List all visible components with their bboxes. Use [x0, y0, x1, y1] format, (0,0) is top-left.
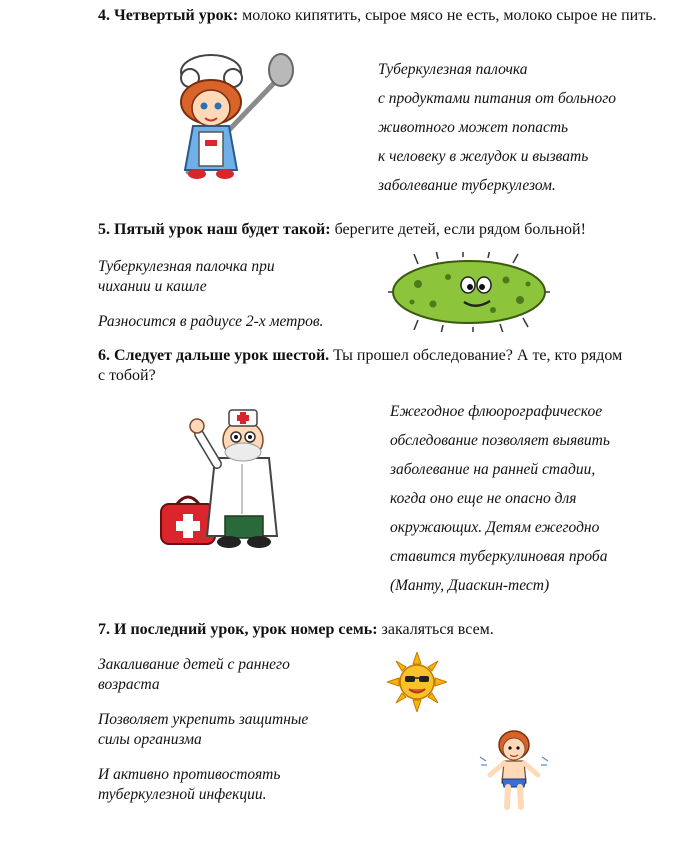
section-4-heading	[98, 6, 658, 26]
text-line: Закаливание детей с раннего	[98, 656, 290, 673]
section-5-para-2	[98, 312, 323, 332]
text-line: заболевание на ранней стадии,	[390, 461, 596, 478]
text-line: окружающих. Детям ежегодно	[390, 519, 600, 536]
section-5-para-1	[98, 257, 275, 297]
text-line: И активно противостоять	[98, 766, 281, 783]
text-line: силы организма	[98, 731, 202, 748]
section-6-title: 6. Следует дальше урок шестой.	[98, 347, 330, 364]
text-line: к человеку в желудок и вызвать	[378, 148, 589, 165]
section-4-text	[378, 55, 616, 200]
text-line: Туберкулезная палочка при	[98, 258, 275, 275]
section-6-heading	[98, 346, 628, 386]
section-7-para-1	[98, 655, 290, 695]
text-line: туберкулезной инфекции.	[98, 786, 267, 803]
section-5-title: 5. Пятый урок наш будет такой:	[98, 221, 331, 238]
text-line: Ежегодное флюорографическое	[390, 403, 603, 420]
text-line: Туберкулезная палочка	[378, 61, 528, 78]
sun-illustration	[387, 652, 447, 712]
text-line: животного может попасть	[378, 119, 569, 136]
text-line: (Манту, Диаскин-тест)	[390, 577, 550, 594]
section-7-subtitle: закаляться всем.	[377, 621, 494, 638]
section-4-title: 4. Четвертый урок:	[98, 7, 239, 24]
text-line: Разносится в радиусе 2-х метров.	[98, 313, 324, 330]
text-line: ставится туберкулиновая проба	[390, 548, 608, 565]
bacterium-illustration	[388, 252, 550, 332]
doctor-illustration	[157, 404, 297, 550]
section-6-subtitle: Ты прошел обследование? А те, кто рядом с тобой?	[98, 347, 623, 384]
text-line: чихании и кашле	[98, 278, 207, 295]
text-line: когда оно еще не опасно для	[390, 490, 577, 507]
section-5-subtitle: берегите детей, если рядом больной!	[330, 221, 586, 238]
section-7-para-3	[98, 765, 280, 805]
cook-girl-illustration	[165, 52, 297, 182]
text-line: возраста	[98, 676, 160, 693]
text-line: с продуктами питания от больного	[378, 90, 616, 107]
boy-illustration	[478, 727, 550, 813]
section-6-text	[390, 397, 610, 600]
section-7-para-2	[98, 710, 308, 750]
text-line: обследование позволяет выявить	[390, 432, 610, 449]
section-7-title: 7. И последний урок, урок номер семь:	[98, 621, 378, 638]
section-7-heading	[98, 620, 658, 640]
text-line: заболевание туберкулезом.	[378, 177, 556, 194]
section-5-heading	[98, 220, 658, 240]
text-line: Позволяет укрепить защитные	[98, 711, 309, 728]
section-4-subtitle: молоко кипятить, сырое мясо не есть, молоко сырое не пить.	[238, 7, 657, 24]
